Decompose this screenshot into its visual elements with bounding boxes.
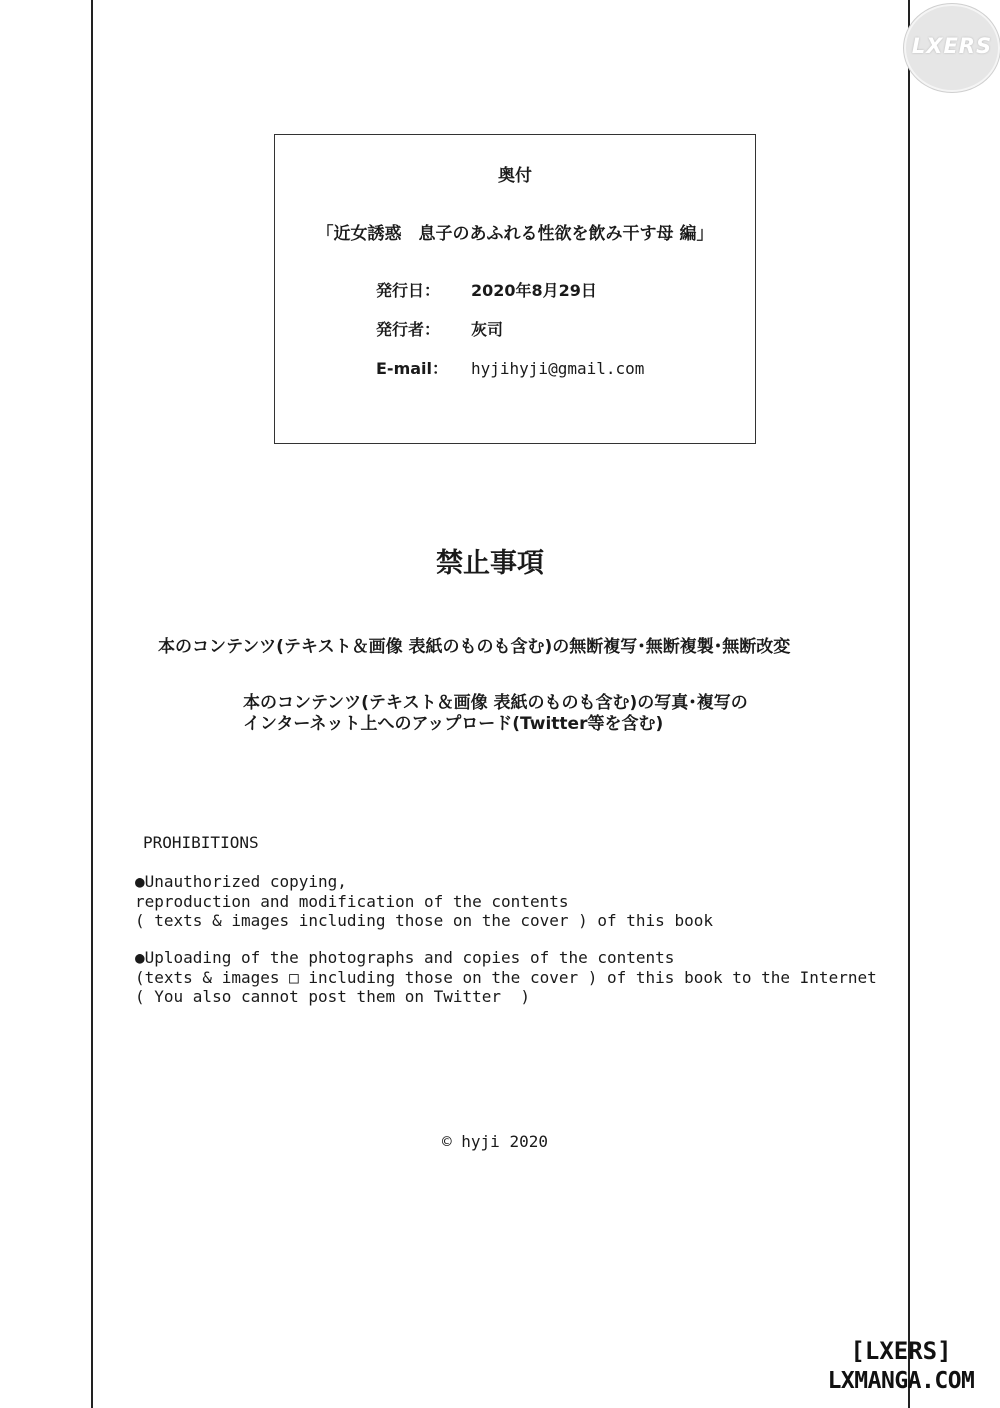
colophon-heading: 奥付 [498, 166, 532, 186]
page-border-right [908, 0, 910, 1408]
prohibition-jp-item-2 [243, 693, 748, 735]
email-value: hyjihyji@gmail.com [471, 359, 645, 378]
colophon-box [274, 134, 756, 444]
publish-date-value: 2020年8月29日 [471, 281, 597, 300]
copyright-notice [0, 1132, 1000, 1151]
email-row [376, 356, 644, 379]
book-title: 「近女誘惑 息子のあふれる性欲を飲み干す母 編」 [316, 224, 714, 244]
watermark-domain: LXMANGA.COM [827, 1368, 975, 1394]
watermark-logo [904, 4, 1000, 92]
prohibitions-heading-en: PROHIBITIONS [143, 833, 259, 852]
prohibition-jp-item-2-line-2: インターネット上へのアップロード(Twitter等を含む) [243, 714, 664, 734]
publish-date-label: 発行日： [376, 281, 441, 300]
publish-date-row [376, 278, 597, 301]
prohibition-jp-item-2-line-1: 本のコンテンツ(テキスト＆画像 表紙のものも含む)の写真･複写の [243, 693, 748, 713]
watermark-text [805, 1336, 997, 1396]
copyright-text: © hyji 2020 [442, 1132, 548, 1151]
watermark-logo-text: LXERS [911, 34, 993, 58]
page-border-left [91, 0, 93, 1408]
publisher-label: 発行者： [376, 320, 441, 339]
publisher-value: 灰司 [471, 320, 504, 339]
email-label: E-mail： [376, 359, 449, 378]
prohibition-en-item-1: ●Unauthorized copying, reproduction and modification of the contents ( texts & images including those on the cover ) of this book [135, 872, 713, 930]
prohibition-en-item-2: ●Uploading of the photographs and copies of the contents (texts & images □ including those on the cover ) of this book to the Internet ( You also cannot post them on Twitter ) [135, 948, 877, 1006]
publisher-row [376, 317, 503, 340]
watermark-bracket: [LXERS] [850, 1337, 952, 1365]
prohibitions-heading-jp: 禁止事項 [436, 548, 544, 579]
prohibition-jp-item-1: 本のコンテンツ(テキスト＆画像 表紙のものも含む)の無断複写･無断複製･無断改変 [158, 637, 791, 657]
